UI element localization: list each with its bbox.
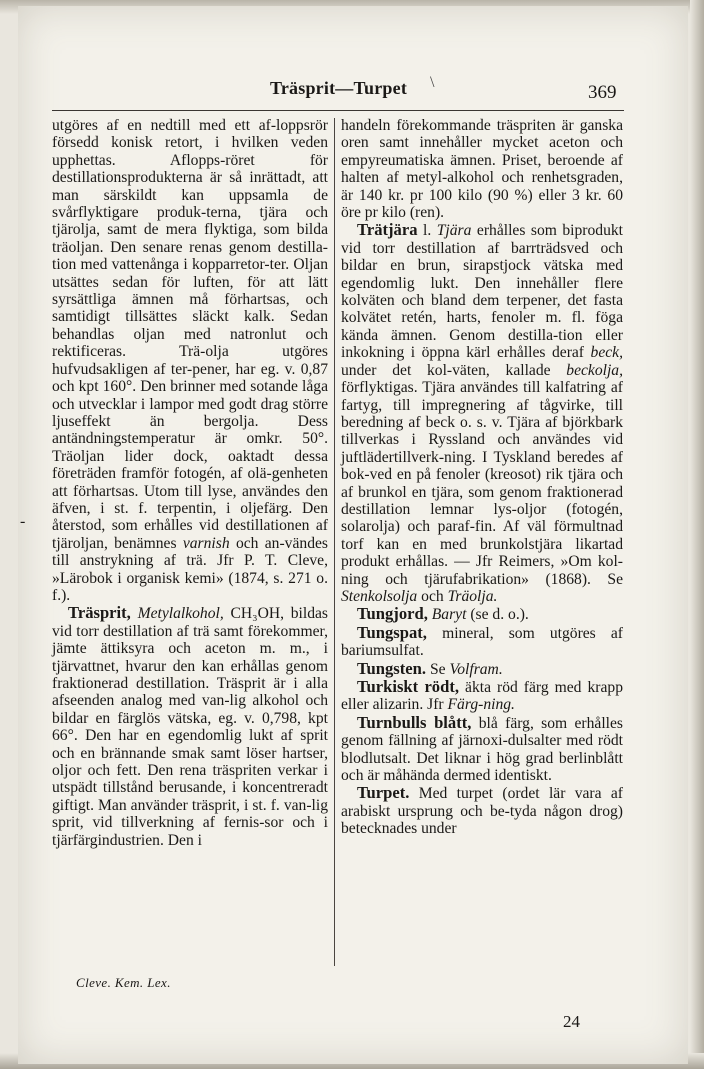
chemical-formula: CH₃OH, [230,605,285,623]
text-run: blå färg, som erhålles genom fällning af järnoxi-dulsalter med rödt blodlutsalt. Det liknar i hög grad berlinblått och är måhända dermed identiskt. [341,714,623,785]
header-rule [52,110,624,111]
entry-term: Trätjära [357,220,418,240]
italic-term: Färg-ning. [447,696,515,714]
text-run: erhålles som biprodukt vid torr destillation af barrträdsved och bildar en brun, sirapstjock vätska med egendomlig lukt. Den innehåller flere kolväten och bland dem terpener, det fasta kolvätet retén, harts, fenoler m. fl. föga kända ämnen. Genom destilla-tion eller inkokning i öppna kärl erhålles deraf [341,222,624,362]
text-run: och an-vändes till anstrykning af trä. Jfr P. T. Cleve, »Lärobok i organisk kemi» (1874, s. 271 o. f.). [52,534,328,604]
entry-tratjara [341,221,623,605]
footer-signature: Cleve. Kem. Lex. [76,975,171,990]
text-run: Med turpet (ordet lär vara af arabiskt ursprung och be-tyda någon drog) betecknades under [341,785,623,838]
stray-mark: \ [430,74,435,91]
text-run: under det kol-väten, kallade [341,361,551,379]
text-run: bildas vid torr destillation af trä samt förekommer, jämte ättiksyra och aceton m. m., i tjärvattnet, hvarur den kan erhållas genom fraktionerad destillation. Träsprit är i alla afseenden analog med van-lig alkohol och bildar en färglös vätska, eg. v. 0,798, kpt 66°. Den har en egendomlig lukt af sprit och en brännande smak samt löser hartser, oljor och fett. Den rena träspriten verkar i utspädt tillstånd berusande, i koncentreradt giftigt. Man använder träsprit, i st. f. van-lig sprit, vid tillverkning af fernis-sor och i tjärfärgindustrien. Den i [52,605,328,849]
italic-term: Stenkolsolja [341,587,418,605]
text-run: (se d. o.). [470,606,529,624]
italic-term: Träolja. [447,587,498,605]
text-run: förflyktigas. Tjära användes till kalfatring af fartyg, till impregnering af tågvirke, till beredning af beck o. s. v. Tjära af björkbark tillverkas i Ryssland och användes vid juftlädertillverk-ning. I Tyskland beredes af bok-ved en på fenoler (kreosot) rik tjära och af brunkol en tjära, som genom fraktionerad destillation lemnar lys-oljor (fotogén, solarolja) och paraf-fin. Af väl förmultnad torf kan en med brunkolstjära likartad produkt erhållas. — Jfr Reimers, »Om kol-ning och tjärufabrikation» (1868). Se [341,379,623,588]
text-run: äkta röd färg med krapp eller alizarin. Jfr [341,679,623,714]
entry-continuation [52,117,328,604]
text-run: mineral, som utgöres af bariumsulfat. [341,624,623,660]
italic-term: Baryt [431,606,467,624]
text-run: handeln förekommande träspriten är ganska oren samt innehåller mycket aceton och empyreumatiska ämnen. Priset, beroende af halten af metyl-alkohol och renhetsgraden, är 140 kr. pr 100 kilo (90 %) eller 3 kr. 60 öre pr kilo (ren). [341,117,623,222]
text-run: Se [429,660,446,678]
entry-turkiskt-rodt [341,678,623,714]
entry-term: Tungsten. [357,658,427,678]
entry-tungsten [341,660,623,678]
entry-tungspat [341,624,623,660]
italic-term: Tjära [436,222,472,240]
italic-term: varnish [182,534,230,552]
entry-turpet [341,784,623,837]
column-divider [334,118,335,966]
entry-term: Tungjord, [357,604,428,624]
text-run: och [421,587,444,605]
entry-tungjord [341,605,623,623]
entry-continuation [341,117,623,221]
signature-number: 24 [563,1012,580,1031]
italic-term: Metylalkohol, [137,605,224,623]
entry-term: Turkiskt rödt, [357,677,460,696]
page-number: 369 [588,82,617,103]
italic-term: beckolja, [566,361,623,379]
text-run: l. [423,222,432,240]
entry-trasprit [52,604,328,849]
page-edge-right [690,0,704,1069]
entry-turnbulls-blatt [341,714,623,785]
entry-term: Turpet. [357,783,410,803]
text-run: utgöres af en nedtill med ett af-loppsrör försedd konisk retort, i hvilken veden upphettas. Aflopps-röret för destillationsprodukterna är så inrättadt, att man särskildt kan uppsamla de svårflyktigare produk-terna, tjära och tjärolja, samt de mera flyktiga, som bilda träoljan. Den senare renas genom destilla-tion med vattenånga i kopparretor-ter. Oljan utsättes sedan för luften, för att lätt syrsättliga ämnen må förhartsas, och samtidigt tillsättes släckt kalk. Sedan behandlas oljan med natronlut och rektificeras. Trä-olja utgöres hufvudsakligen af ter-pener, har eg. v. 0,87 och kpt 160°. Den brinner med sotande låga och utvecklar i lampor med godt drag större ljuseffekt än bergolja. Dess antändningstemperatur är omkr. 50°. Träoljan lider dock, oaktadt dessa företräden framför fotogén, af olä-genheten att förhartsas. Utom till lyse, användes den äfven, i st. f. terpentin, i oljefärg. Den återstod, som erhålles vid destillationen af tjäroljan, benämnes [52,117,328,552]
right-column [341,117,623,838]
margin-mark: - [20,513,26,530]
italic-term: Volfram. [449,660,503,678]
running-header: Träsprit—Turpet [270,78,408,98]
entry-term: Tungspat, [357,622,427,642]
left-column [52,117,328,849]
entry-term: Träsprit, [68,603,131,623]
italic-term: beck, [590,344,623,362]
entry-term: Turnbulls blått, [357,712,472,732]
